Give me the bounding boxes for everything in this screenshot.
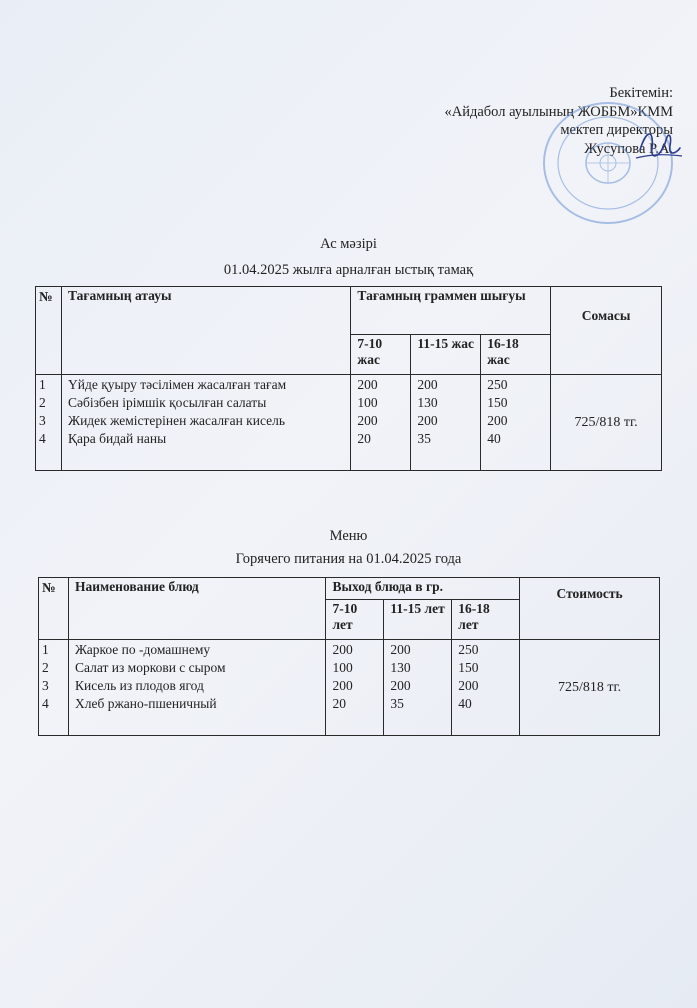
ru-menu-subtitle: Горячего питания на 01.04.2025 года [235,551,462,567]
kz-header-age1: 7-10 жас [351,335,411,375]
portion-value: 40 [458,696,472,711]
ru-header-age3: 16-18 лет [452,600,520,640]
portion-value: 150 [458,660,479,675]
director-name: Жусупова Р.А. [584,140,673,157]
dish-name: Үйде қуыру тәсілімен жасалған тағам [67,377,287,392]
portion-value: 200 [357,413,378,428]
ru-age2-column [384,640,452,736]
approval-heading: Бекітемін: [609,85,673,101]
portion-value: 130 [390,660,411,675]
kz-header-age3: 16-18 жас [481,335,551,375]
portion-value: 100 [332,660,353,675]
portion-value: 250 [487,377,508,392]
portion-value: 200 [390,642,411,657]
portion-value: 200 [417,377,438,392]
ru-header-price: Стоимость [520,578,660,640]
ru-price: 725/818 тг. [520,640,660,736]
director-title: мектеп директоры [560,122,673,138]
row-number: 3 [42,678,49,693]
portion-value: 130 [417,395,438,410]
portion-value: 200 [357,377,378,392]
portion-value: 100 [357,395,378,410]
row-number: 2 [39,395,46,410]
kz-dish-column [61,375,350,471]
kz-header-portion: Тағамның граммен шығуы [351,287,551,335]
kz-menu-subtitle: 01.04.2025 жылға арналған ыстық тамақ [223,262,474,278]
kz-header-name: Тағамның атауы [61,287,350,375]
dish-name: Жидек жемістерінен жасалған кисель [67,413,286,428]
kz-age2-column [411,375,481,471]
kz-price: 725/818 тг. [551,375,662,471]
ru-dish-column [68,640,326,736]
dish-name: Кисель из плодов ягод [74,678,204,693]
kz-header-age2: 11-15 жас [411,335,481,375]
portion-value: 200 [390,678,411,693]
kz-header-num: № [36,287,62,375]
kz-age1-column [351,375,411,471]
portion-value: 200 [332,642,353,657]
row-number: 2 [42,660,49,675]
portion-value: 250 [458,642,479,657]
ru-num-column [39,640,69,736]
signature-icon [632,120,684,168]
portion-value: 150 [487,395,508,410]
row-number: 3 [39,413,46,428]
row-number: 4 [42,696,49,711]
ru-header-name: Наименование блюд [68,578,326,640]
portion-value: 20 [332,696,346,711]
ru-menu-table [38,577,660,736]
school-name: «Айдабол ауылының ЖОББМ»КММ [444,103,673,120]
ru-age1-column [326,640,384,736]
row-number: 1 [39,377,46,392]
ru-header-num: № [39,578,69,640]
dish-name: Қара бидай наны [67,431,167,446]
dish-name: Сәбізбен ірімшік қосылған салаты [67,395,267,410]
portion-value: 35 [417,431,431,446]
portion-value: 20 [357,431,371,446]
portion-value: 200 [487,413,508,428]
portion-value: 40 [487,431,501,446]
ru-header-portion: Выход блюда в гр. [326,578,520,600]
ru-header-age2: 11-15 лет [384,600,452,640]
portion-value: 200 [332,678,353,693]
kz-age3-column [481,375,551,471]
dish-name: Салат из моркови с сыром [74,660,226,675]
ru-menu-title: Меню [329,528,368,544]
portion-value: 35 [390,696,404,711]
dish-name: Хлеб ржано-пшеничный [74,696,217,711]
portion-value: 200 [458,678,479,693]
portion-value: 200 [417,413,438,428]
kz-num-column [36,375,62,471]
kz-menu-title: Ас мәзірі [320,236,377,252]
kz-menu-table [35,286,662,471]
row-number: 1 [42,642,49,657]
ru-header-age1: 7-10 лет [326,600,384,640]
kz-header-price: Сомасы [551,287,662,375]
row-number: 4 [39,431,46,446]
dish-name: Жаркое по -домашнему [74,642,211,657]
ru-age3-column [452,640,520,736]
